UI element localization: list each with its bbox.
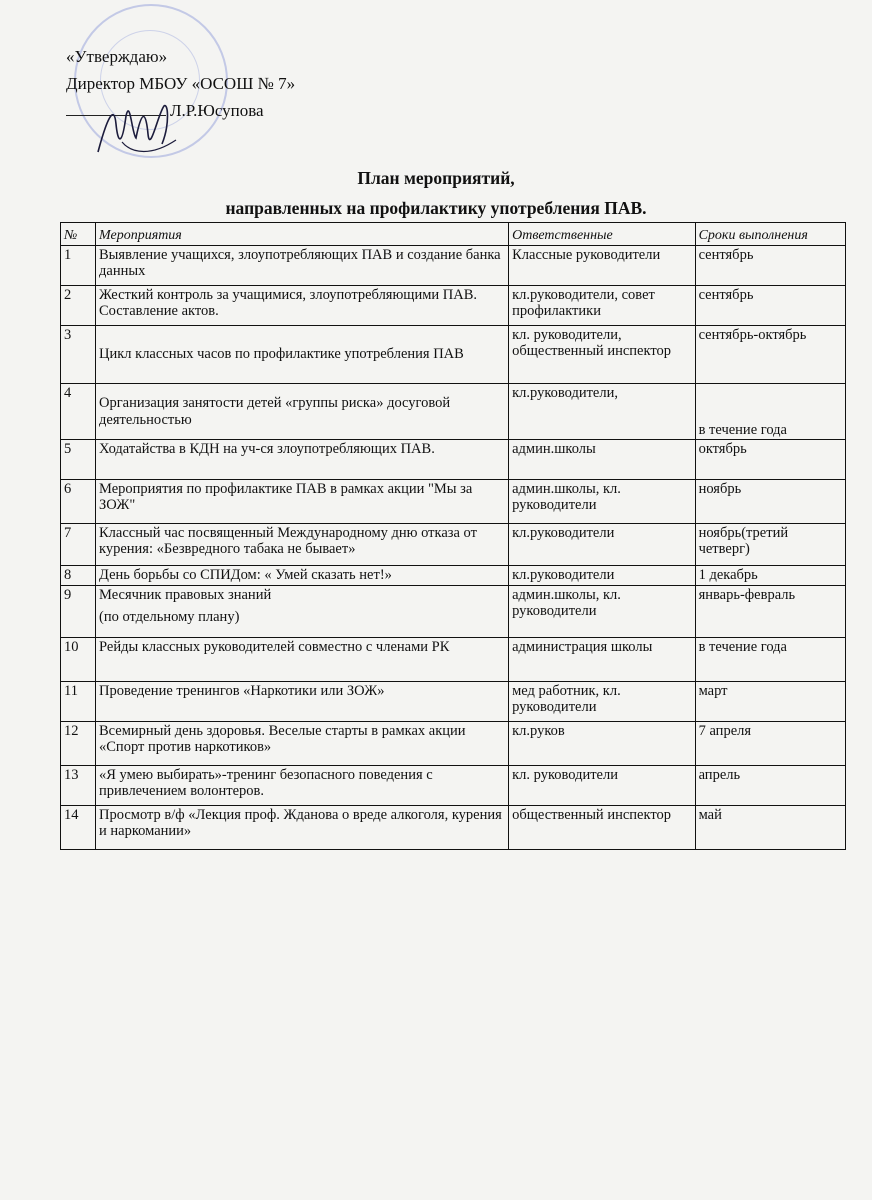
row-event: Просмотр в/ф «Лекция проф. Жданова о вреде алкоголя, курения и наркомании» (96, 806, 509, 850)
header-num: № (61, 223, 96, 246)
row-num: 10 (61, 638, 96, 682)
row-terms: январь-февраль (695, 586, 845, 638)
row-event: Всемирный день здоровья. Веселые старты в рамках акции «Спорт против наркотиков» (96, 722, 509, 766)
row-event: Рейды классных руководителей совместно с членами РК (96, 638, 509, 682)
signature-mark (92, 94, 182, 164)
table-row (61, 586, 846, 638)
row-terms: 7 апреля (695, 722, 845, 766)
table-header-row (61, 223, 846, 246)
row-terms: апрель (695, 766, 845, 806)
row-num: 5 (61, 440, 96, 480)
table-row (61, 246, 846, 286)
row-event: День борьбы со СПИДом: « Умей сказать нет!» (96, 566, 509, 586)
row-event: Цикл классных часов по профилактике употребления ПАВ (96, 326, 509, 384)
row-event (96, 586, 509, 638)
table-row (61, 638, 846, 682)
row-event: Организация занятости детей «группы риска» досуговой деятельностью (96, 384, 509, 440)
row-terms: март (695, 682, 845, 722)
row-terms: сентябрь-октябрь (695, 326, 845, 384)
row-responsible: кл.руководители (509, 566, 695, 586)
table-row (61, 524, 846, 566)
row-num: 9 (61, 586, 96, 638)
row-responsible: администрация школы (509, 638, 695, 682)
row-responsible: админ.школы, кл. руководители (509, 480, 695, 524)
table-row (61, 286, 846, 326)
row-terms: 1 декабрь (695, 566, 845, 586)
row-event-line: Месячник правовых знаний (99, 587, 272, 603)
row-event: Классный час посвященный Международному дню отказа от курения: «Безвредного табака не бывает» (96, 524, 509, 566)
row-event: Выявление учащихся, злоупотребляющих ПАВ и создание банка данных (96, 246, 509, 286)
row-terms: ноябрь (695, 480, 845, 524)
row-num: 3 (61, 326, 96, 384)
table-row (61, 766, 846, 806)
row-responsible: Классные руководители (509, 246, 695, 286)
row-num: 6 (61, 480, 96, 524)
events-table (60, 222, 846, 850)
row-responsible: общественный инспектор (509, 806, 695, 850)
signer-name: Л.Р.Юсупова (170, 101, 264, 120)
row-responsible: кл. руководители (509, 766, 695, 806)
row-num: 4 (61, 384, 96, 440)
row-num: 2 (61, 286, 96, 326)
row-responsible: кл.руководители, (509, 384, 695, 440)
table-row (61, 440, 846, 480)
table-row (61, 480, 846, 524)
row-event: Мероприятия по профилактике ПАВ в рамках акции "Мы за ЗОЖ" (96, 480, 509, 524)
approve-word: «Утверждаю» (66, 47, 168, 66)
row-event: «Я умею выбирать»-тренинг безопасного поведения с привлечением волонтеров. (96, 766, 509, 806)
header-event: Мероприятия (96, 223, 509, 246)
row-terms: сентябрь (695, 286, 845, 326)
row-num: 8 (61, 566, 96, 586)
row-event: Проведение тренингов «Наркотики или ЗОЖ» (96, 682, 509, 722)
row-num: 11 (61, 682, 96, 722)
table-row (61, 326, 846, 384)
row-responsible: кл.руководители (509, 524, 695, 566)
row-responsible: админ.школы, кл. руководители (509, 586, 695, 638)
row-terms: сентябрь (695, 246, 845, 286)
row-num: 7 (61, 524, 96, 566)
row-terms: октябрь (695, 440, 845, 480)
table-row (61, 384, 846, 440)
row-num: 14 (61, 806, 96, 850)
header-responsible: Ответственные (509, 223, 695, 246)
row-responsible: кл.руководители, совет профилактики (509, 286, 695, 326)
row-event-line: (по отдельному плану) (99, 609, 240, 626)
row-responsible: кл. руководители, общественный инспектор (509, 326, 695, 384)
row-num: 12 (61, 722, 96, 766)
title-line-2: направленныx на профилактику употребления ПАВ. (225, 198, 647, 218)
table-row (61, 566, 846, 586)
row-responsible: мед работник, кл. руководители (509, 682, 695, 722)
table-row (61, 806, 846, 850)
row-event: Ходатайства в КДН на уч-ся злоупотребляющих ПАВ. (96, 440, 509, 480)
table-row (61, 722, 846, 766)
row-responsible: кл.руков (509, 722, 695, 766)
table-row (61, 682, 846, 722)
title-line-1: План мероприятий, (357, 168, 515, 188)
row-terms: ноябрь(третий четверг) (695, 524, 845, 566)
row-responsible: админ.школы (509, 440, 695, 480)
director-position: Директор МБОУ «ОСОШ № 7» (66, 74, 296, 93)
row-terms: в течение года (695, 638, 845, 682)
header-terms: Сроки выполнения (695, 223, 845, 246)
row-terms: в течение года (695, 384, 845, 440)
row-event: Жесткий контроль за учащимися, злоупотребляющими ПАВ. Составление актов. (96, 286, 509, 326)
row-terms: май (695, 806, 845, 850)
row-num: 1 (61, 246, 96, 286)
row-num: 13 (61, 766, 96, 806)
